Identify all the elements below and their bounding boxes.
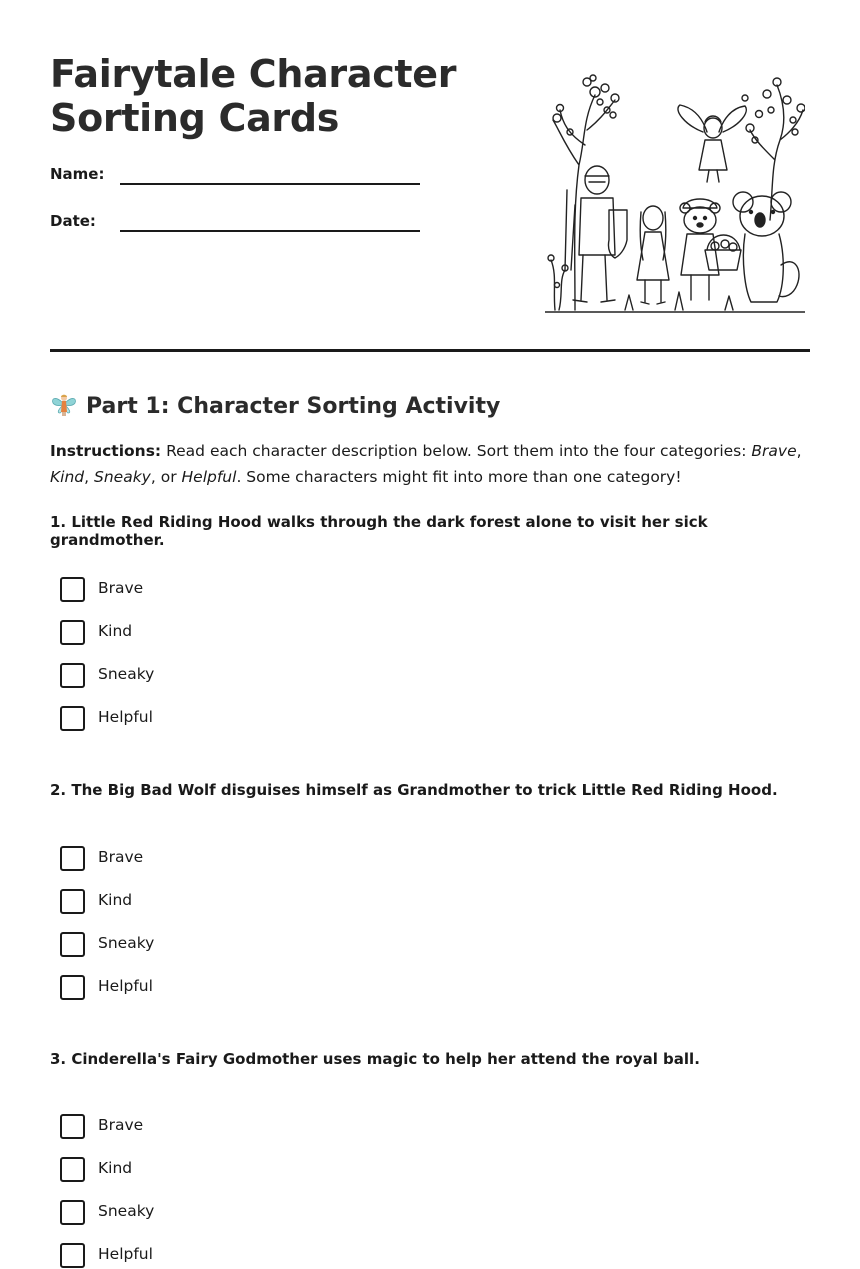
instructions-sep-2: ,: [84, 468, 94, 486]
q2-option-helpful[interactable]: [60, 975, 360, 1001]
question-1: 1. Little Red Riding Hood walks through the dark forest alone to visit her sick grandmother.: [50, 513, 708, 549]
fairy-icon: [678, 105, 746, 182]
flowers-icon: [545, 255, 805, 312]
option-label: Sneaky: [98, 1202, 155, 1220]
option-label: Kind: [98, 891, 133, 909]
checkbox[interactable]: [60, 577, 85, 602]
worksheet-page: [50, 0, 810, 1263]
instructions-text-1: Read each character description below. Sort them into the four categories:: [161, 442, 752, 460]
instructions-sep-1: ,: [796, 442, 802, 460]
category-brave: Brave: [751, 442, 797, 460]
option-label: Brave: [98, 848, 144, 866]
koala-icon: [733, 192, 799, 302]
q1-option-sneaky[interactable]: [60, 663, 360, 689]
q2-option-brave[interactable]: [60, 846, 360, 872]
question-3: 3. Cinderella's Fairy Godmother uses magic to help her attend the royal ball.: [50, 1050, 700, 1068]
name-field[interactable]: [50, 165, 420, 195]
header-divider: [50, 349, 810, 352]
checkbox[interactable]: [60, 846, 85, 871]
checkbox[interactable]: [60, 620, 85, 645]
checkbox[interactable]: [60, 1243, 85, 1268]
option-label: Kind: [98, 622, 133, 640]
instructions-text-2: . Some characters might fit into more than one category!: [236, 468, 682, 486]
option-label: Helpful: [98, 977, 153, 995]
fairy-icon: [50, 390, 78, 418]
option-label: Sneaky: [98, 934, 155, 952]
category-sneaky: Sneaky: [94, 468, 151, 486]
checkbox[interactable]: [60, 1114, 85, 1139]
question-2: 2. The Big Bad Wolf disguises himself as Grandmother to trick Little Red Riding Hood.: [50, 781, 778, 799]
q1-option-brave[interactable]: [60, 577, 360, 603]
date-label: Date:: [50, 212, 96, 230]
q3-option-sneaky[interactable]: [60, 1200, 360, 1226]
title-line-1: Fairytale Character: [50, 52, 457, 96]
option-label: Kind: [98, 1159, 133, 1177]
worksheet-header: [50, 0, 810, 352]
worksheet-title: [50, 52, 456, 140]
title-line-2: Sorting Cards: [50, 96, 340, 140]
option-label: Helpful: [98, 708, 153, 726]
checkbox[interactable]: [60, 1200, 85, 1225]
part-1-title: Part 1: Character Sorting Activity: [86, 394, 501, 419]
name-label: Name:: [50, 165, 105, 183]
fairytale-characters-illustration: [545, 70, 805, 315]
q2-option-kind[interactable]: [60, 889, 360, 915]
option-label: Helpful: [98, 1245, 153, 1263]
checkbox[interactable]: [60, 889, 85, 914]
checkbox[interactable]: [60, 706, 85, 731]
part-1-heading: [50, 390, 500, 419]
category-kind: Kind: [50, 468, 85, 486]
instructions-sep-3: , or: [150, 468, 182, 486]
name-line[interactable]: [120, 183, 420, 185]
q1-option-helpful[interactable]: [60, 706, 360, 732]
option-label: Sneaky: [98, 665, 155, 683]
q2-option-sneaky[interactable]: [60, 932, 360, 958]
option-label: Brave: [98, 1116, 144, 1134]
category-helpful: Helpful: [181, 468, 237, 486]
date-field[interactable]: [50, 212, 420, 242]
checkbox[interactable]: [60, 663, 85, 688]
option-label: Brave: [98, 579, 144, 597]
date-line[interactable]: [120, 230, 420, 232]
q3-option-brave[interactable]: [60, 1114, 360, 1140]
checkbox[interactable]: [60, 975, 85, 1000]
instructions: [50, 438, 810, 490]
q3-option-helpful[interactable]: [60, 1243, 360, 1269]
instructions-label: Instructions:: [50, 442, 162, 460]
basket-icon: [705, 235, 741, 270]
girl-icon: [637, 206, 669, 304]
q1-option-kind[interactable]: [60, 620, 360, 646]
checkbox[interactable]: [60, 932, 85, 957]
